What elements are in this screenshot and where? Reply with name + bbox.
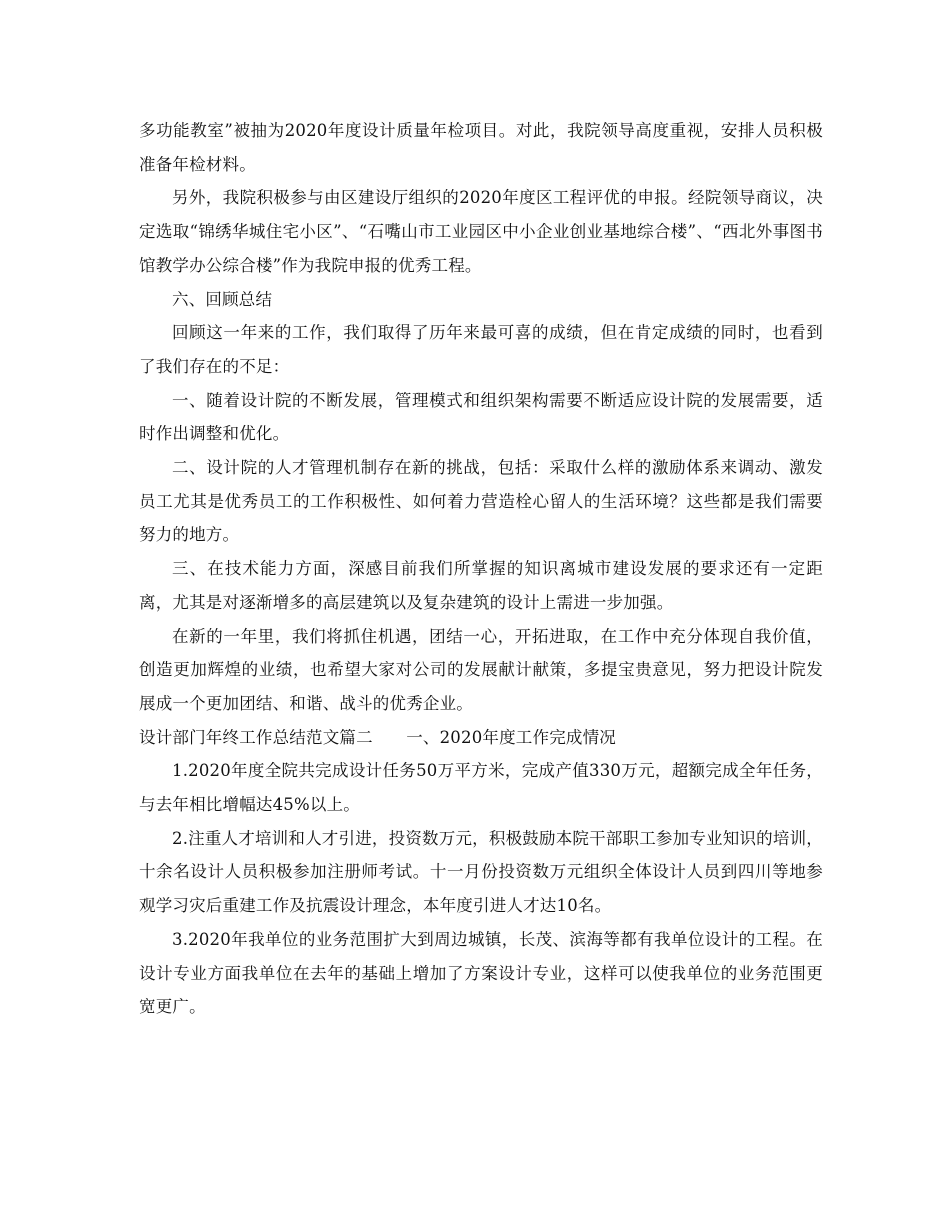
document-body bbox=[139, 114, 823, 1024]
list-item: 二、设计院的人才管理机制存在新的挑战，包括：采取什么样的激励体系来调动、激发员工尤其是优秀员工的工作积极性、如何着力营造栓心留人的生活环境？这些都是我们需要努力的地方。 bbox=[139, 458, 823, 545]
section-heading: 六、回顾总结 bbox=[172, 289, 273, 309]
list-item: 一、随着设计院的不断发展，管理模式和组织架构需要不断适应设计院的发展需要，适时作出调整和优化。 bbox=[139, 390, 823, 444]
article-title: 设计部门年终工作总结范文篇二 一、2020年度工作完成情况 bbox=[139, 727, 616, 747]
paragraph: 多功能教室”被抽为2020年度设计质量年检项目。对此，我院领导高度重视，安排人员积极准备年检材料。 bbox=[139, 121, 823, 174]
list-item: 三、在技术能力方面，深感目前我们所掌握的知识离城市建设发展的要求还有一定距离，尤其是对逐渐增多的高层建筑以及复杂建筑的设计上需进一步加强。 bbox=[139, 559, 823, 612]
list-item: 1.2020年度全院共完成设计任务50万平方米，完成产值330万元，超额完成全年任务，与去年相比增幅达45%以上。 bbox=[139, 761, 823, 815]
paragraph: 另外，我院积极参与由区建设厅组织的2020年度区工程评优的申报。经院领导商议，决定选取“锦绣华城住宅小区”、“石嘴山市工业园区中小企业创业基地综合楼”、“西北外事图书馆教学办公综合楼”作为我院申报的优秀工程。 bbox=[139, 188, 823, 275]
paragraph: 回顾这一年来的工作，我们取得了历年来最可喜的成绩，但在肯定成绩的同时，也看到了我们存在的不足： bbox=[139, 323, 823, 376]
list-item: 2.注重人才培训和人才引进，投资数万元，积极鼓励本院干部职工参加专业知识的培训，十余名设计人员积极参加注册师考试。十一月份投资数万元组织全体设计人员到四川等地参观学习灾后重建工作及抗震设计理念，本年度引进人才达10名。 bbox=[139, 828, 823, 916]
paragraph: 在新的一年里，我们将抓住机遇，团结一心，开拓进取，在工作中充分体现自我价值，创造更加辉煌的业绩，也希望大家对公司的发展献计献策，多提宝贵意见，努力把设计院发展成一个更加团结、和谐、战斗的优秀企业。 bbox=[139, 626, 823, 713]
list-item: 3.2020年我单位的业务范围扩大到周边城镇，长茂、滨海等都有我单位设计的工程。在设计专业方面我单位在去年的基础上增加了方案设计专业，这样可以使我单位的业务范围更宽更广。 bbox=[139, 929, 823, 1017]
